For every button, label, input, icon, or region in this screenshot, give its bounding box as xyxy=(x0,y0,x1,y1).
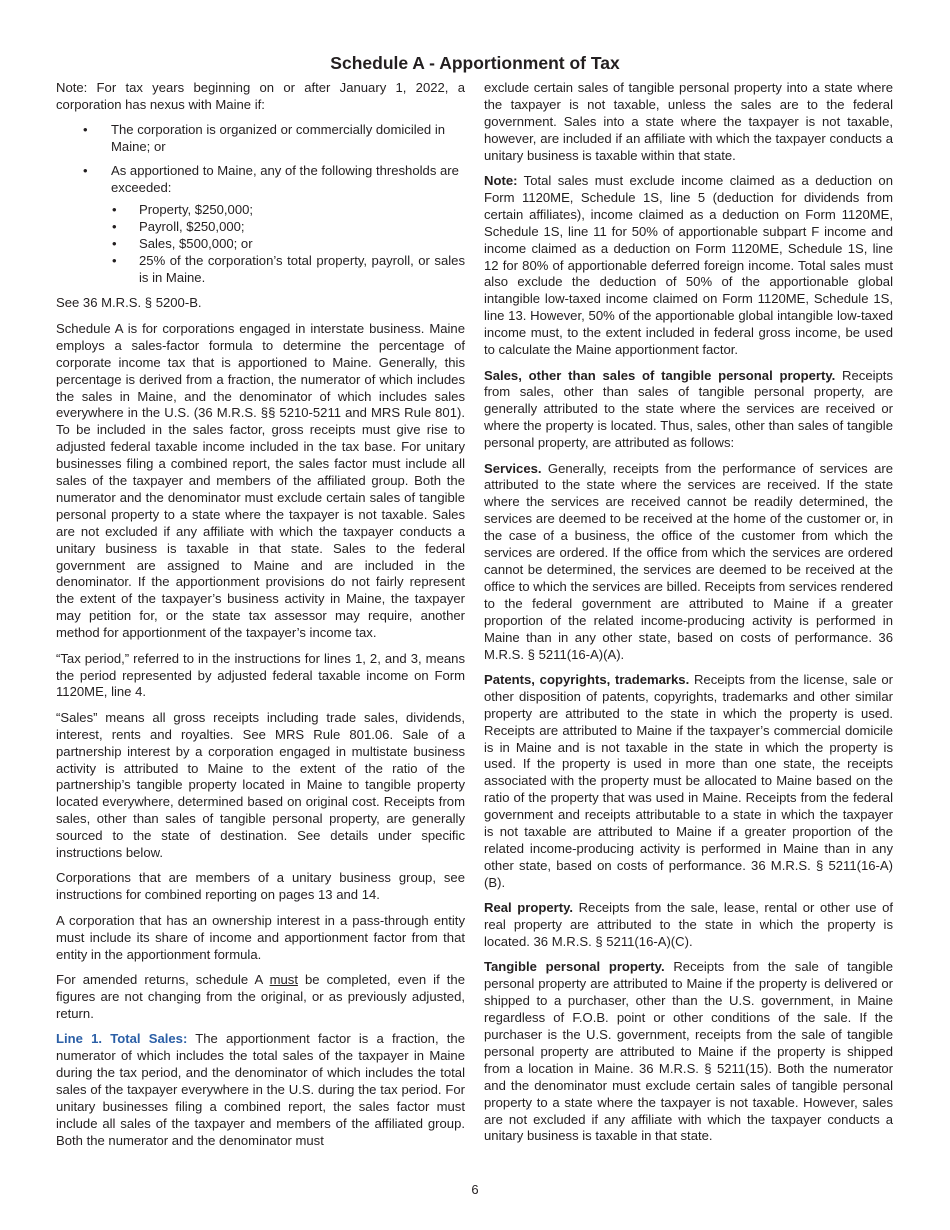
line1-heading: Line 1. Total Sales: xyxy=(56,1031,188,1047)
services-paragraph: Services. Generally, receipts from the performance of services are attributed to the state where the services are received. If the state where the services are received cannot be readily determined, the services are deemed to be received at the home of the customer or, in the case of a business, the office of the customer from which the services are ordered. If the office from which the services are ordered cannot be determined, the services are deemed to be received at the office to which the services are billed. Receipts from services rendered to the federal government are attributed to Maine if a greater proportion of the related income-producing activity is performed in Maine than in any other state, based on costs of performance. 36 M.R.S. § 5211(16-A)(A). xyxy=(484,460,893,662)
sales-other-heading: Sales, other than sales of tangible personal property. xyxy=(484,367,836,383)
threshold-sales: • Sales, $500,000; or xyxy=(111,236,465,253)
sales-definition-paragraph: “Sales” means all gross receipts including trade sales, dividends, interest, rents and royalties. See MRS Rule 801.06. Sale of a partnership interest by a corporation engaged in multistate business activity is attributed to Maine to the extent of the ratio of the partnership’s tangible property located in Maine to tangible property located everywhere, determined based on original cost. Receipts from sales, other than sales of tangible personal property, are generally sourced to the state of destination. See details under specific instructions below. xyxy=(56,709,465,861)
note-paragraph: Note: Total sales must exclude income claimed as a deduction on Form 1120ME, Schedule 1S, line 5 (deduction for dividends from certain affiliates), income claimed as a deduction on Form 1120ME, Schedule 1S, line 11 for 50% of apportionable subpart F income and income claimed as a deduction on Form 1120ME, Schedule 1S, line 12 for 80% of apportionable deferred foreign income. Total sales must also exclude the deduction of 50% of the apportionable global intangible low-taxed income claimed on Form 1120ME, Schedule 1S, line 13. However, 50% of the apportionable global intangible low-taxed income must, to the extent included in federal gross income, be used to calculate the Maine apportionment factor. xyxy=(484,173,893,358)
tangible-property-heading: Tangible personal property. xyxy=(484,959,665,975)
line1-continued-paragraph: exclude certain sales of tangible personal property into a state where the taxpayer is not taxable, unless the sales are to the federal government. Sales into a state where the taxpayer is not taxable, however, are included if an affiliate with which the taxpayer conducts a unitary business is taxable within that state. xyxy=(484,80,893,163)
sales-other-paragraph: Sales, other than sales of tangible personal property. Receipts from sales, other than sales of tangible personal property, are generally attributed to the state where the services are received or where the property is located. Thus, sales, other than sales of tangible personal property, are attributed as follows: xyxy=(484,367,893,451)
patents-paragraph: Patents, copyrights, trademarks. Receipts from the license, sale or other disposition of patents, copyrights, trademarks and other similar property are attributed to the state in which the property is used. Receipts are attributed to Maine if the taxpayer’s commercial domicile is in Maine and is not taxable in the state in which the property is used. If the property is used in more than one state, the receipts associated with the property must be allocated to Maine based on the ratio of the property that was used in Maine. Receipts from the federal government and receipts attributable to a state in which the taxpayer is not taxable are attributed to Maine if a greater proportion of the related income-producing activity is performed in Maine than in any other state, based on costs of performance. 36 M.R.S. § 5211(16-A)(B). xyxy=(484,671,893,890)
nexus-condition-thresholds: • As apportioned to Maine, any of the following thresholds are exceeded: • Property, $250,000; • Payroll, $250,000; • Sales, $500,000; or • 25% of the corporation’s total property, payroll, or sales is in Maine. xyxy=(56,163,465,287)
threshold-payroll: • Payroll, $250,000; xyxy=(111,219,465,236)
tax-period-paragraph: “Tax period,” referred to in the instructions for lines 1, 2, and 3, means the period represented by adjusted federal taxable income on Form 1120ME, line 4. xyxy=(56,650,465,700)
tangible-property-paragraph: Tangible personal property. Receipts from the sale of tangible personal property are attributed to Maine if the property is delivered or shipped to a purchaser, other than the U.S. government, in Maine regardless of F.O.B. point or other conditions of the sale. If the purchaser is the U.S. government, receipts from the sale of tangible personal property are attributed to Maine if the property is shipped from a location in Maine. 36 M.R.S. § 5211(15). Both the numerator and the denominator must exclude certain sales of tangible personal property to a state where the taxpayer is not taxable. However, sales are not excluded if any affiliate with which the taxpayer conducts a unitary business is taxable in that state. xyxy=(484,959,893,1144)
left-column xyxy=(56,80,465,1158)
thresholds-list xyxy=(111,202,465,287)
nexus-conditions-list xyxy=(56,122,465,287)
threshold-percentage: • 25% of the corporation’s total property, payroll, or sales is in Maine. xyxy=(111,253,465,287)
pass-through-paragraph: A corporation that has an ownership interest in a pass-through entity must include its share of income and apportionment factor from that entity in the apportionment formula. xyxy=(56,912,465,962)
page-number: 6 xyxy=(471,1182,479,1197)
nexus-note: Note: For tax years beginning on or after January 1, 2022, a corporation has nexus with Maine if: xyxy=(56,80,465,112)
amended-returns-paragraph: For amended returns, schedule A must be completed, even if the figures are not changing from the original, or as previously adjusted, return. xyxy=(56,972,465,1021)
threshold-property: • Property, $250,000; xyxy=(111,202,465,219)
must-emphasis: must xyxy=(269,972,298,987)
note-heading: Note: xyxy=(484,173,518,189)
patents-heading: Patents, copyrights, trademarks. xyxy=(484,671,690,687)
unitary-paragraph: Corporations that are members of a unitary business group, see instructions for combined reporting on pages 13 and 14. xyxy=(56,870,465,903)
page-title: Schedule A - Apportionment of Tax xyxy=(330,53,620,73)
schedule-a-paragraph: Schedule A is for corporations engaged in interstate business. Maine employs a sales-factor formula to determine the percentage of corporate income tax that is apportioned to Maine. Generally, this percentage is derived from a fraction, the numerator of which includes the sales in Maine, and the denominator of which includes sales everywhere in the U.S. (36 M.R.S. §§ 5210-5211 and MRS Rule 801). To be included in the sales factor, gross receipts must give rise to adjusted federal taxable income included in the tax base. For unitary businesses filing a combined report, the sales factor must include all sales of the taxpayer and members of the affiliated group. Both the numerator and the denominator must exclude certain sales of tangible personal property to a state where the taxpayer is not taxable. Sales are not excluded if any affiliate with which the taxpayer conducts a unitary business is taxable in that state. Sales to the federal government are assigned to Maine and are included in the denominator. If the apportionment provisions do not fairly represent the extent of the taxpayer’s business activity in Maine, the taxpayer may petition for, or the state tax assessor may require, another method for apportionment of the taxpayer’s income tax. xyxy=(56,320,465,641)
line1-paragraph: Line 1. Total Sales: The apportionment factor is a fraction, the numerator of which includes the total sales of the taxpayer in Maine during the tax period, and the denominator of which includes the total sales of the taxpayer everywhere in the U.S. during the tax period. For unitary businesses filing a combined report, the sales factor must include all sales of the taxpayer and members of the affiliated group. Both the numerator and the denominator must xyxy=(56,1031,465,1148)
statute-reference: See 36 M.R.S. § 5200-B. xyxy=(56,295,202,311)
right-column xyxy=(484,80,893,1154)
nexus-condition-domicile: • The corporation is organized or commercially domiciled in Maine; or xyxy=(56,122,465,156)
real-property-paragraph: Real property. Receipts from the sale, lease, rental or other use of real property are attributed to the state in which the property is located. 36 M.R.S. § 5211(16-A)(C). xyxy=(484,900,893,949)
services-heading: Services. xyxy=(484,460,542,476)
real-property-heading: Real property. xyxy=(484,900,574,916)
